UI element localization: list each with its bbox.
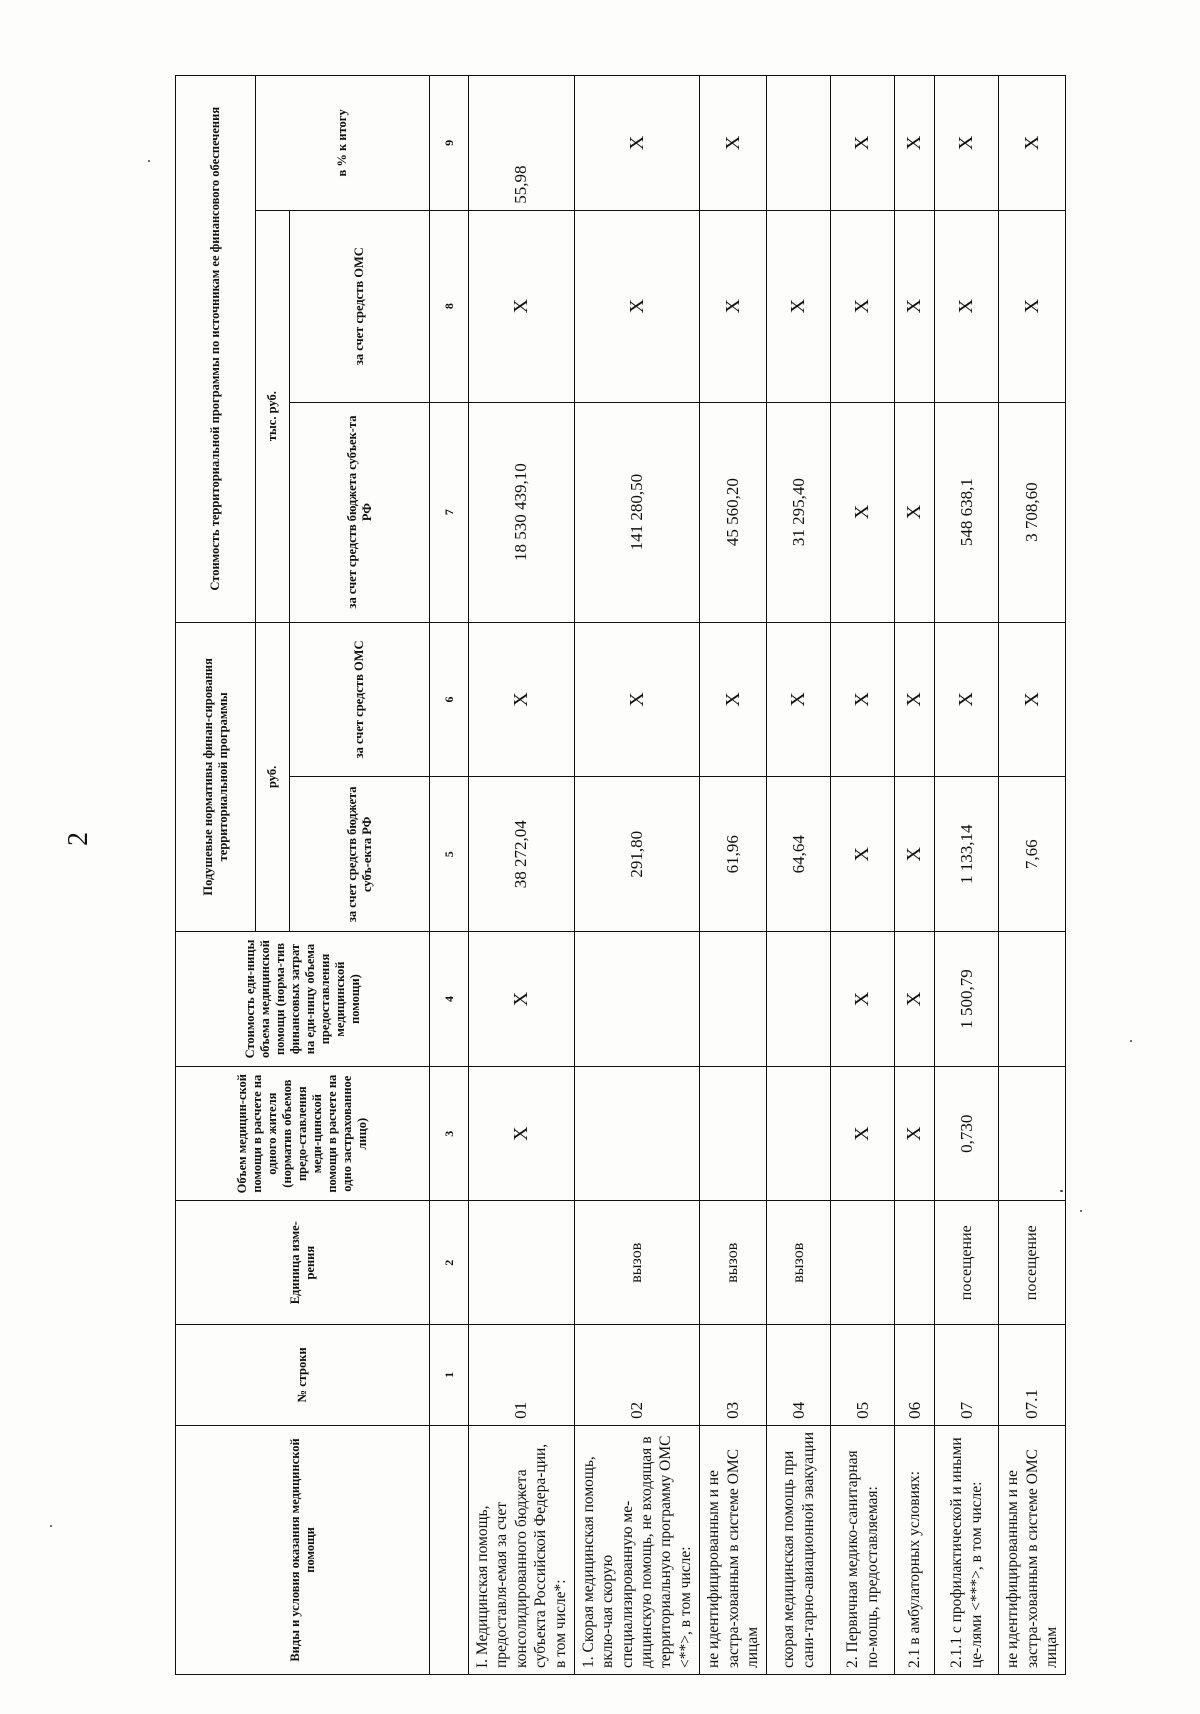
row-cost-budget: 45 560,20 (700, 402, 767, 622)
header-percent: в % к итогу (256, 76, 430, 211)
page-number: 2 (63, 832, 94, 846)
row-per-capita-oms: X (935, 622, 999, 777)
row-percent: X (700, 76, 767, 211)
row-volume: X (895, 1066, 935, 1201)
row-code: 07 (935, 1324, 999, 1425)
col-number: 2 (430, 1201, 469, 1324)
row-percent: X (895, 76, 935, 211)
row-percent: X (935, 76, 999, 211)
col-number: 6 (430, 622, 469, 777)
col-number: 4 (430, 932, 469, 1067)
row-percent (767, 76, 831, 211)
row-cost-oms: X (895, 210, 935, 402)
row-per-capita-budget: 291,80 (574, 777, 699, 932)
row-unit: вызов (767, 1201, 831, 1324)
table-row (767, 76, 831, 1675)
row-code: 06 (895, 1324, 935, 1425)
row-per-capita-oms: X (574, 622, 699, 777)
row-per-capita-budget: 64,64 (767, 777, 831, 932)
header-row-no: № строки (176, 1324, 430, 1425)
row-volume: X (469, 1066, 575, 1201)
row-name: I. Медицинская помощь, предоставля-емая за счет консолидированного бюджета субъекта Российской Федера-ции, в том числе*: (469, 1425, 575, 1674)
row-cost-budget: 18 530 439,10 (469, 402, 575, 622)
row-per-capita-budget: 7,66 (999, 777, 1066, 932)
row-per-capita-oms: X (469, 622, 575, 777)
row-name: скорая медицинская помощь при сани-тарно-авиационной эвакуации (767, 1425, 831, 1674)
row-code: 01 (469, 1324, 575, 1425)
row-cost-budget: 141 280,50 (574, 402, 699, 622)
col-number: 5 (430, 777, 469, 932)
row-unit: посещение (999, 1201, 1066, 1324)
header-oms-rub: за счет средств ОМС (290, 622, 430, 777)
row-unit (895, 1201, 935, 1324)
col-number: 1 (430, 1324, 469, 1425)
row-unit-cost: X (895, 932, 935, 1067)
row-volume: X (831, 1066, 895, 1201)
header-volume: Объем медицин-ской помощи в расчете на одного жителя (норматив объемов предо-ставления меди-цинской помощи в расчете на одно застрахованное лицо) (176, 1066, 430, 1201)
row-cost-oms: X (767, 210, 831, 402)
row-code: 04 (767, 1324, 831, 1425)
row-percent: X (831, 76, 895, 211)
row-percent: X (574, 76, 699, 211)
row-volume (999, 1066, 1066, 1201)
row-unit (831, 1201, 895, 1324)
row-per-capita-budget: 1 133,14 (935, 777, 999, 932)
table-row (469, 76, 575, 1675)
col-number: 3 (430, 1066, 469, 1201)
row-per-capita-oms: X (831, 622, 895, 777)
row-unit-cost (999, 932, 1066, 1067)
table-row (935, 76, 999, 1675)
table-row (999, 76, 1066, 1675)
row-unit-cost: X (831, 932, 895, 1067)
row-name: 2.1 в амбулаторных условиях: (895, 1425, 935, 1674)
row-unit-cost: 1 500,79 (935, 932, 999, 1067)
row-cost-budget: X (895, 402, 935, 622)
row-volume (574, 1066, 699, 1201)
row-code: 05 (831, 1324, 895, 1425)
header-types: Виды и условия оказания медицинской помощи (176, 1425, 430, 1674)
row-per-capita-oms: X (895, 622, 935, 777)
row-code: 07.1 (999, 1324, 1066, 1425)
row-cost-budget: 548 638,1 (935, 402, 999, 622)
row-cost-oms: X (831, 210, 895, 402)
row-name: 2. Первичная медико-санитарная по-мощь, предоставляемая: (831, 1425, 895, 1674)
row-cost-oms: X (935, 210, 999, 402)
row-volume: 0,730 (935, 1066, 999, 1201)
header-cost-program: Стоимость территориальной программы по источникам ее финансового обеспечения (176, 76, 256, 623)
column-number-row (430, 76, 469, 1675)
row-per-capita-oms: X (999, 622, 1066, 777)
col-number: 9 (430, 76, 469, 211)
rotated-table-wrapper (175, 75, 1060, 1675)
row-per-capita-budget: 38 272,04 (469, 777, 575, 932)
row-cost-oms: X (574, 210, 699, 402)
row-name: 2.1.1 с профилактической и иными це-лями <***>, в том числе: (935, 1425, 999, 1674)
table-row (700, 76, 767, 1675)
row-per-capita-oms: X (700, 622, 767, 777)
row-code: 02 (574, 1324, 699, 1425)
row-unit: вызов (700, 1201, 767, 1324)
row-cost-oms: X (999, 210, 1066, 402)
header-budget-rub: за счет средств бюджета субъ-екта РФ (290, 777, 430, 932)
row-unit-cost (767, 932, 831, 1067)
row-per-capita-budget: X (895, 777, 935, 932)
row-per-capita-budget: 61,96 (700, 777, 767, 932)
row-name: 1. Скорая медицинская помощь, вклю-чая скорую специализированную ме-дицинскую помощь, не входящая в территориальную программу ОМС <**>, в том числе: (574, 1425, 699, 1674)
col-number: 8 (430, 210, 469, 402)
row-name: не идентифицированным и не застра-хованным в системе ОМС лицам (999, 1425, 1066, 1674)
header-rub: руб. (256, 622, 290, 932)
header-per-capita: Подушевые нормативы финан-сирования территориальной программы (176, 622, 256, 932)
table-row (831, 76, 895, 1675)
header-unit: Единица изме-рения (176, 1201, 430, 1324)
row-unit-cost (700, 932, 767, 1067)
row-volume (700, 1066, 767, 1201)
header-oms-th: за счет средств ОМС (290, 210, 430, 402)
header-thousand-rub: тыс. руб. (256, 210, 290, 622)
row-per-capita-budget: X (831, 777, 895, 932)
row-cost-budget: 31 295,40 (767, 402, 831, 622)
header-row-1 (176, 76, 256, 1675)
row-name: не идентифицированным и не застра-хованным в системе ОМС лицам (700, 1425, 767, 1674)
col-number: 7 (430, 402, 469, 622)
table-row (574, 76, 699, 1675)
row-percent: X (999, 76, 1066, 211)
row-cost-budget: X (831, 402, 895, 622)
row-cost-oms: X (700, 210, 767, 402)
row-unit-cost: X (469, 932, 575, 1067)
table-row (895, 76, 935, 1675)
row-unit (469, 1201, 575, 1324)
row-unit: вызов (574, 1201, 699, 1324)
header-budget-th: за счет средств бюджета субъек-та РФ (290, 402, 430, 622)
row-volume (767, 1066, 831, 1201)
row-cost-oms: X (469, 210, 575, 402)
row-code: 03 (700, 1324, 767, 1425)
row-percent: 55,98 (469, 76, 575, 211)
row-unit-cost (574, 932, 699, 1067)
col-number-empty (430, 1425, 469, 1674)
row-per-capita-oms: X (767, 622, 831, 777)
row-cost-budget: 3 708,60 (999, 402, 1066, 622)
header-cost-unit: Стоимость еди-ницы объема медицинской помощи (норма-тив финансовых затрат на еди-ницу объема предоставления медицинской помощи) (176, 932, 430, 1067)
financing-table (175, 75, 1066, 1675)
row-unit: посещение (935, 1201, 999, 1324)
